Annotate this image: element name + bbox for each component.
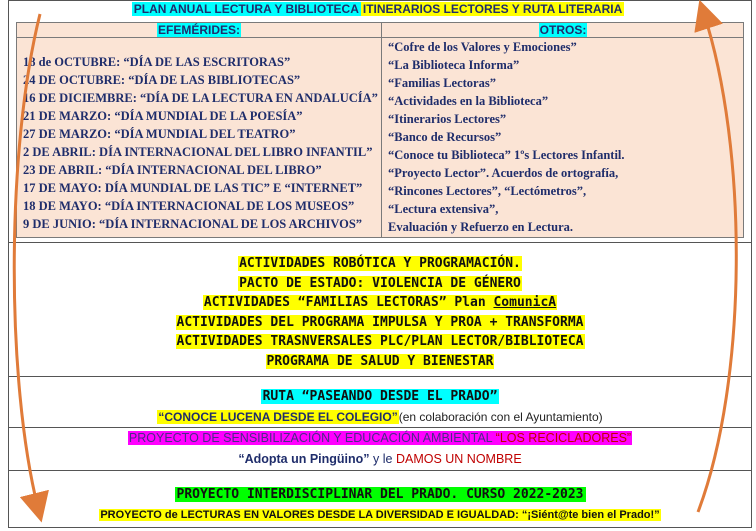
list-item: 23 DE ABRIL: “DÍA INTERNACIONAL DEL LIBRO” [23, 163, 322, 177]
list-item: 9 DE JUNIO: “DÍA INTERNACIONAL DE LOS ARCHIVOS” [23, 217, 363, 231]
recicladores-label: “LOS RECICLADORES” [495, 431, 632, 445]
activity-line: ACTIVIDADES “FAMILIAS LECTORAS” Plan ComunicA [203, 295, 557, 310]
activity-line: ACTIVIDADES ROBÓTICA Y PROGRAMACIÓN. [239, 256, 521, 271]
list-item: “Proyecto Lector”. Acuerdos de ortografía, [388, 166, 619, 180]
list-item: 21 DE MARZO: “DÍA MUNDIAL DE LA POESÍA” [23, 109, 303, 123]
activity-line: ACTIVIDADES DEL PROGRAMA IMPULSA Y PROA + TRANSFORMA [176, 314, 584, 330]
list-item: “Conoce tu Biblioteca” 1ºs Lectores Infantil. [388, 148, 625, 162]
left-cycle-arrow [14, 14, 40, 508]
adopta-line: “Adopta un Pingüino” y le DAMOS UN NOMBRE [238, 452, 522, 466]
ambiental-title: PROYECTO DE SENSIBILIZACIÓN Y EDUCACIÓN AMBIENTAL “LOS RECICLADORES” [128, 431, 632, 445]
list-item: Evaluación y Refuerzo en Lectura. [388, 220, 574, 234]
activity-line: PROGRAMA DE SALUD Y BIENESTAR [266, 353, 494, 369]
list-item: 18 DE MAYO: “DÍA INTERNACIONAL DE LOS MUSEOS” [23, 199, 355, 213]
ruta-title: RUTA “PASEANDO DESDE EL PRADO” [262, 389, 498, 404]
interdisciplinar-subtitle: PROYECTO de LECTURAS EN VALORES DESDE LA DIVERSIDAD E IGUALDAD: “¡Siént@te bien el Prado!” [100, 509, 660, 521]
list-item: “Itinerarios Lectores” [388, 112, 507, 126]
list-item: 27 DE MARZO: “DÍA MUNDIAL DEL TEATRO” [23, 127, 296, 141]
otros-header: OTROS: [539, 23, 587, 37]
plan-title: PLAN ANUAL LECTURA Y BIBLIOTECA [133, 2, 359, 16]
list-item: “La Biblioteca Informa” [388, 58, 520, 72]
list-item: 18 de OCTUBRE: “DÍA DE LAS ESCRITORAS” [23, 55, 291, 69]
efemerides-header: EFEMÉRIDES: [157, 23, 240, 37]
right-cycle-arrow [698, 14, 736, 512]
list-item: “Familias Lectoras” [388, 76, 496, 90]
ruta-subtitle: “CONOCE LUCENA DESDE EL COLEGIO”(en colaboración con el Ayuntamiento) [158, 410, 603, 424]
comunica-link: ComunicA [493, 295, 557, 310]
list-item: “Cofre de los Valores y Emociones” [388, 40, 577, 54]
activity-line: PACTO DE ESTADO: VIOLENCIA DE GÉNERO [239, 275, 521, 291]
list-item: 17 DE MAYO: DÍA MUNDIAL DE LAS TIC” E “INTERNET” [23, 181, 363, 195]
activity-line: ACTIVIDADES TRASNVERSALES PLC/PLAN LECTOR/BIBLIOTECA [176, 334, 584, 349]
list-item: “Banco de Recursos” [388, 130, 502, 144]
list-item: “Rincones Lectores”, “Lectómetros”, [388, 184, 587, 198]
list-item: 2 DE ABRIL: DÍA INTERNACIONAL DEL LIBRO INFANTIL” [23, 145, 373, 159]
list-item: 24 DE OCTUBRE: “DÍA DE LAS BIBLIOTECAS” [23, 73, 301, 87]
list-item: 16 DE DICIEMBRE: “DÍA DE LA LECTURA EN ANDALUCÍA” [23, 91, 378, 105]
list-item: “Lectura extensiva”, [388, 202, 499, 216]
interdisciplinar-title: PROYECTO INTERDISCIPLINAR DEL PRADO. CURSO 2022-2023 [176, 487, 584, 502]
list-item: “Actividades en la Biblioteca” [388, 94, 549, 108]
itinerarios-title: ITINERARIOS LECTORES Y RUTA LITERARIA [362, 2, 623, 16]
